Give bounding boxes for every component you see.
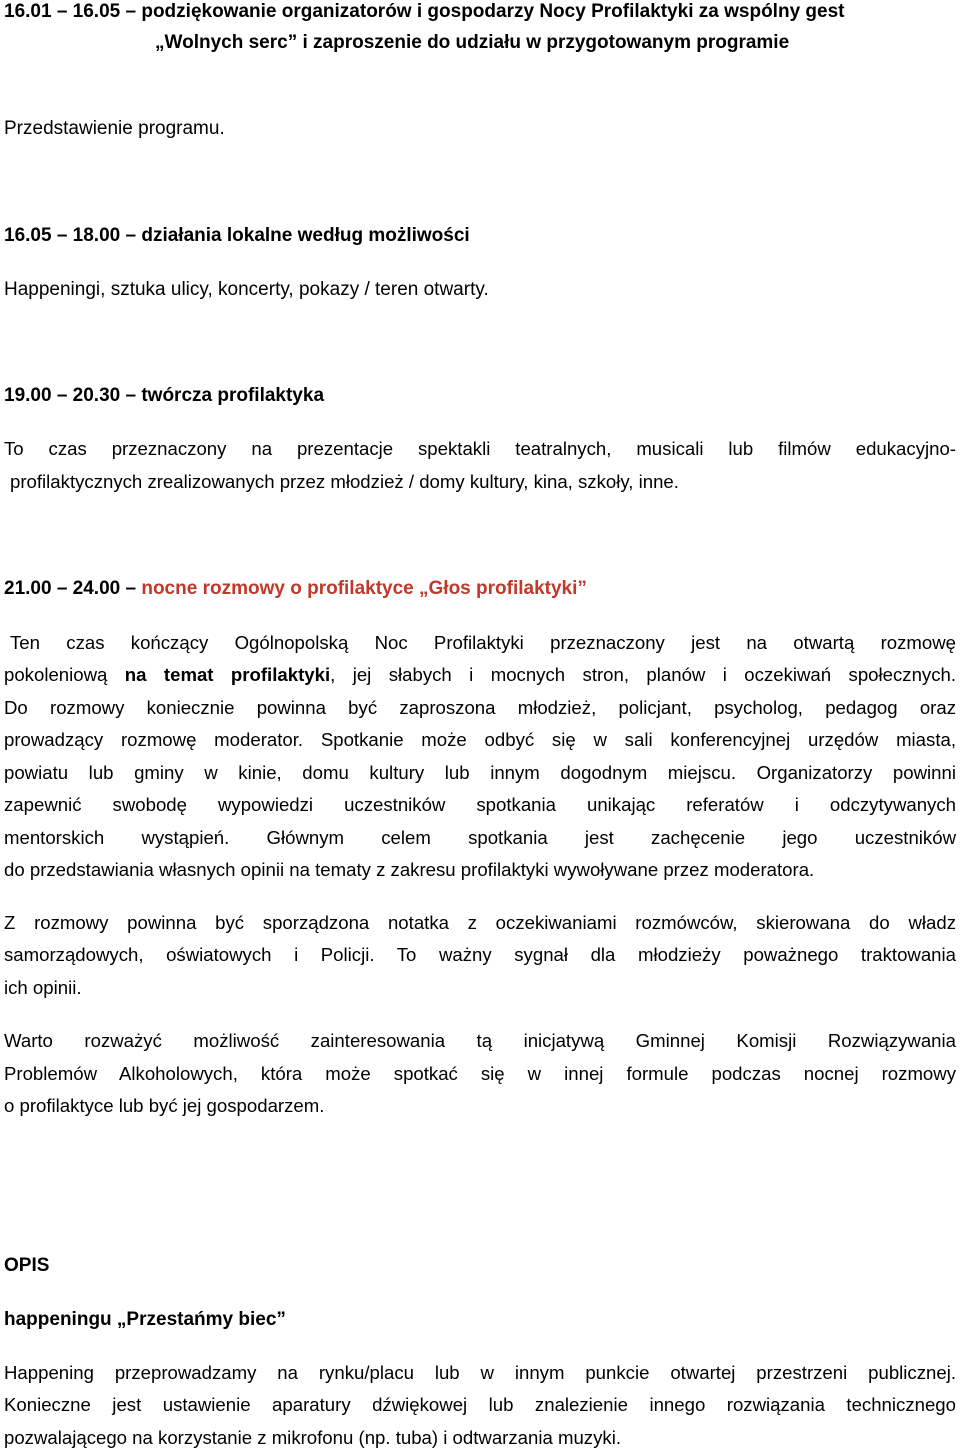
section-1-body: Happeningi, sztuka ulicy, koncerty, pokazy / teren otwarty.	[4, 279, 489, 300]
section-3-p2-line-2: samorządowych, oświatowych i Policji. To ważny sygnał dla młodzieży poważnego traktowania	[4, 944, 956, 965]
section-3-p1-line-2	[4, 663, 956, 687]
section-3-p1-line-6: zapewnić swobodę wypowiedzi uczestników spotkania unikając referatów i odczytywanych	[4, 794, 956, 815]
section-2-heading: 19.00 – 20.30 – twórcza profilaktyka	[4, 385, 325, 406]
section-3-p2-line-3: ich opinii.	[4, 977, 82, 998]
section-3-p1-line-7: mentorskich wystąpień. Głównym celem spotkania jest zachęcenie jego uczestników	[4, 827, 956, 848]
section-3-p2-line-1: Z rozmowy powinna być sporządzona notatka z oczekiwaniami rozmówców, skierowana do władz	[4, 912, 956, 933]
section-3-p1-line-2-b: na temat profilaktyki	[124, 664, 331, 685]
section-3-p1-line-8: do przedstawiania własnych opinii na tematy z zakresu profilaktyki wywoływane przez moderatora.	[4, 859, 815, 880]
opis-line-3: pozwalającego na korzystanie z mikrofonu (np. tuba) i odtwarzania muzyki.	[4, 1427, 621, 1448]
section-3-p3-line-1: Warto rozważyć możliwość zainteresowania tą inicjatywą Gminnej Komisji Rozwiązywania	[4, 1030, 956, 1051]
section-3-p1-line-4: prowadzący rozmowę moderator. Spotkanie może odbyć się w sali konferencyjnej urzędów miasta,	[4, 729, 956, 750]
section-3-p1-line-1: Ten czas kończący Ogólnopolską Noc Profilaktyki przeznaczony jest na otwartą rozmowę	[10, 632, 956, 653]
section-2-line-1: To czas przeznaczony na prezentacje spektakli teatralnych, musicali lub filmów edukacyjno-	[4, 438, 956, 459]
section-3-p1-line-5: powiatu lub gminy w kinie, domu kultury lub innym dogodnym miejscu. Organizatorzy powinni	[4, 762, 956, 783]
header-line-1: 16.01 – 16.05 – podziękowanie organizatorów i gospodarzy Nocy Profilaktyki za wspólny gest	[4, 1, 845, 22]
intro-text: Przedstawienie programu.	[4, 118, 225, 139]
section-3-p3-line-3: o profilaktyce lub być jej gospodarzem.	[4, 1095, 325, 1116]
opis-line-1: Happening przeprowadzamy na rynku/placu lub w innym punkcie otwartej przestrzeni publicznej.	[4, 1362, 956, 1383]
opis-title: OPIS	[4, 1255, 50, 1276]
section-3-heading-time: 21.00 – 24.00 –	[4, 578, 142, 599]
opis-subtitle: happeningu „Przestańmy biec”	[4, 1309, 286, 1330]
section-3-p1-line-2-c: , jej słabych i mocnych stron, planów i oczekiwań społecznych.	[330, 664, 957, 685]
section-3-heading-title: nocne rozmowy o profilaktyce „Głos profilaktyki”	[141, 578, 587, 599]
header-line-2: „Wolnych serc” i zaproszenie do udziału w przygotowanym programie	[155, 32, 790, 53]
section-1-heading	[4, 224, 470, 248]
section-3-heading	[4, 577, 587, 601]
section-3-p1-line-3: Do rozmowy koniecznie powinna być zaproszona młodzież, policjant, psycholog, pedagog oraz	[4, 697, 956, 718]
section-3-p3-line-2: Problemów Alkoholowych, która może spotkać się w innej formule podczas nocnej rozmowy	[4, 1063, 956, 1084]
section-3-p1-line-2-a: pokoleniową	[4, 664, 125, 685]
section-1-heading-text: 16.05 – 18.00 – działania lokalne według możliwości	[4, 225, 470, 246]
opis-line-2: Konieczne jest ustawienie aparatury dźwiękowej lub znalezienie innego rozwiązania technicznego	[4, 1394, 956, 1415]
section-2-line-2: profilaktycznych zrealizowanych przez młodzież / domy kultury, kina, szkoły, inne.	[10, 471, 679, 492]
